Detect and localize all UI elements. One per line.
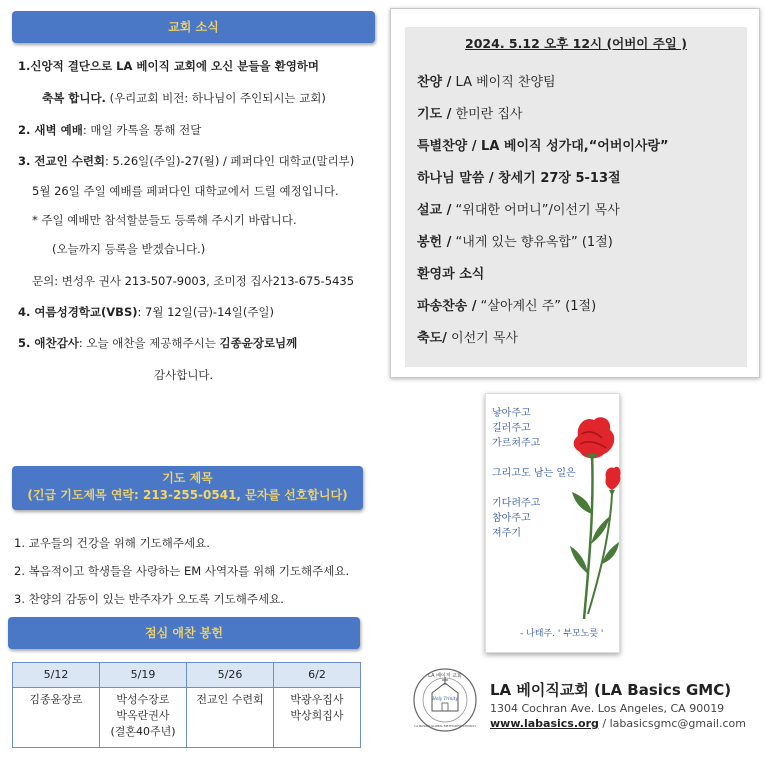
carnation-icon: [564, 414, 622, 624]
logo-inner-text: Holy Trinity: [432, 696, 458, 701]
table-header: 6/2: [274, 663, 361, 688]
prayer-item: 2. 복음적이고 학생들을 사랑하는 EM 사역자를 위해 기도해주세요.: [14, 564, 350, 578]
church-name: LA 베이직교회 (LA Basics GMC): [490, 681, 732, 699]
worship-header: 2024. 5.12 오후 12시 (어버이 주일 ): [465, 36, 687, 51]
news-line: 감사합니다.: [154, 368, 214, 382]
prayer-title-bar: [12, 466, 363, 510]
prayer-title: 기도 제목: [162, 471, 213, 485]
worship-row: 봉헌 / “내게 있는 향유옥합” (1절): [417, 235, 613, 250]
poem-text: 낳아주고 길러주고 가르쳐주고 그리고도 남는 일은 기다려주고 참아주고 져주기: [492, 408, 576, 539]
prayer-list: [14, 535, 349, 619]
news-line: 3. 전교인 수련회: 5.26일(주일)-27(월) / 페퍼다인 대학교(말리부): [18, 154, 355, 168]
table-cell: 김종윤장로: [13, 688, 100, 748]
church-info: [490, 679, 746, 730]
church-contact: [490, 717, 746, 730]
church-logo-icon: [412, 667, 478, 733]
news-title: 교회 소식: [168, 20, 219, 34]
lunch-title: 점심 애찬 봉헌: [145, 626, 223, 640]
worship-row: 특별찬양 / LA 베이직 성가대,“어버이사랑”: [417, 139, 669, 154]
worship-row: 하나님 말씀 / 창세기 27장 5-13절: [417, 171, 621, 186]
news-line: 축복 합니다. (우리교회 비전: 하나님이 주인되시는 교회): [42, 91, 326, 105]
news-line: 1.신앙적 결단으로 LA 베이직 교회에 오신 분들을 환영하며: [18, 59, 320, 73]
poem-signature: - 나태주. ' 부모노릇 ': [520, 629, 604, 639]
news-line: 4. 여름성경학교(VBS): 7월 12일(금)-14일(주일): [18, 305, 275, 319]
table-header: 5/19: [100, 663, 187, 688]
worship-row: 찬양 / LA 베이직 찬양팀: [417, 75, 556, 90]
worship-row: 기도 / 한미란 집사: [417, 107, 523, 122]
lunch-table: [12, 662, 361, 748]
table-row: [13, 688, 361, 748]
prayer-item: 1. 교우들의 건강을 위해 기도해주세요.: [14, 536, 210, 550]
prayer-subtitle: (긴급 기도제목 연락: 213-255-0541, 문자를 선호합니다): [27, 488, 348, 502]
worship-row: 파송찬송 / “살아계신 주” (1절): [417, 299, 597, 314]
table-header: 5/12: [13, 663, 100, 688]
table-header-row: [13, 663, 361, 688]
logo-ring-text: LA BASICS GLOBAL METHODIST CHURCH: [414, 724, 476, 728]
table-cell: 전교인 수련회: [187, 688, 274, 748]
church-email: / labasicsgmc@gmail.com: [598, 717, 746, 730]
table-cell: 박광우집사 박상희집사: [274, 688, 361, 748]
prayer-item: 3. 찬양의 감동이 있는 반주자가 오도록 기도해주세요.: [14, 592, 284, 606]
lunch-title-bar: [8, 617, 360, 649]
church-address: 1304 Cochran Ave. Los Angeles, CA 90019: [490, 702, 725, 715]
news-line: * 주일 예배만 참석할분들도 등록해 주시기 바랍니다.: [32, 213, 297, 227]
worship-row: 환영과 소식: [417, 267, 485, 282]
news-title-bar: [12, 11, 375, 43]
table-cell: 박성수장로 박옥란권사 (결혼40주년): [100, 688, 187, 748]
worship-order-panel: [390, 8, 760, 378]
worship-order-box: [405, 27, 747, 367]
worship-row: 설교 / “위대한 어머니”/이선기 목사: [417, 203, 620, 218]
news-line: (오늘까지 등록을 받겠습니다.): [52, 242, 206, 256]
news-line: 2. 새벽 예배: 매일 카톡을 통해 전달: [18, 123, 202, 137]
worship-row: 축도/ 이선기 목사: [417, 331, 518, 346]
logo-top-text: LA 베이직 교회: [428, 673, 462, 679]
news-line: 5월 26일 주일 예배를 페퍼다인 대학교에서 드릴 예정입니다.: [32, 184, 339, 198]
news-line: 문의: 변성우 권사 213-507-9003, 조미정 집사213-675-5435: [32, 274, 355, 288]
news-line: 5. 애찬감사: 오늘 애찬을 제공해주시는 김종윤장로님께: [18, 336, 298, 350]
website-link[interactable]: www.labasics.org: [490, 717, 599, 730]
table-header: 5/26: [187, 663, 274, 688]
poem-card: [485, 393, 620, 653]
